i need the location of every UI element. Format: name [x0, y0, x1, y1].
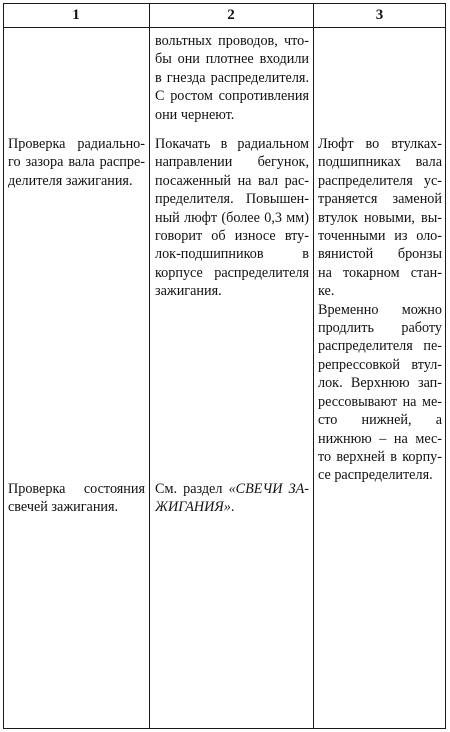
- text-line: рессовывают на ме-: [318, 393, 442, 410]
- text-line: говорит об износе вту-: [155, 228, 309, 245]
- row2-action-cell: [155, 480, 309, 517]
- text-line: го зазора вала распре-: [8, 154, 145, 171]
- text-line: корпусе распределителя: [155, 264, 309, 281]
- text-line: они чернеют.: [155, 106, 235, 123]
- section-reference-cont: ЖИГАНИЯ»: [155, 499, 231, 516]
- text-line: точенными из оло-: [318, 228, 442, 245]
- text-line: вянистой бронзы: [318, 246, 442, 263]
- column-header-1: 1: [72, 7, 80, 23]
- column-divider-1: [149, 3, 150, 729]
- row1-check-cell: [8, 135, 145, 190]
- text-line: лок. Верхнюю зап-: [318, 375, 442, 392]
- text-line: ке.: [318, 283, 335, 300]
- text-line: вольтных проводов, что-: [155, 33, 309, 49]
- text-line: репрессовкой втул-: [318, 356, 442, 373]
- text-line: зажигания.: [155, 283, 222, 300]
- row0-action-cell: [155, 32, 309, 124]
- text-line: делителя зажигания.: [8, 172, 133, 189]
- text-line: Покачать в радиальном: [155, 136, 309, 152]
- text-line: направлении бегунок,: [155, 154, 309, 171]
- text-line: се распределителя.: [318, 467, 433, 484]
- text-line: [155, 480, 309, 498]
- text-line: лок-подшипников в: [155, 246, 309, 263]
- text-line: ный люфт (более 0,3 мм): [155, 209, 309, 226]
- section-reference: «СВЕЧИ ЗА-: [228, 481, 310, 497]
- row1-remedy-cell: [318, 135, 442, 485]
- text-line: распределителя пе-: [318, 338, 442, 355]
- text-line: Проверка радиально-: [8, 136, 145, 152]
- header-divider: [3, 27, 446, 28]
- text-line: Временно можно: [318, 301, 442, 318]
- text-line: посаженный на вал рас-: [155, 172, 309, 189]
- row1-action-cell: [155, 135, 309, 301]
- column-header-2: 2: [227, 7, 235, 23]
- text-line: траняется заменой: [318, 191, 442, 208]
- text-line: то верхней в корпу-: [318, 448, 442, 465]
- text-line: на токарном стан-: [318, 264, 442, 281]
- text-line: пределителя. Повышен-: [155, 191, 309, 208]
- text-line: свечей зажигания.: [8, 499, 119, 516]
- text-line: Проверка состояния: [8, 481, 145, 497]
- text-line: сто нижней, а: [318, 412, 442, 429]
- text-line: Люфт во втулках-: [318, 136, 442, 152]
- text-line: подшипниках вала: [318, 154, 442, 171]
- reference-suffix: .: [230, 499, 235, 516]
- text-line: продлить работу: [318, 320, 442, 337]
- text-line: [155, 498, 309, 516]
- text-line: бы они плотнее входили: [155, 51, 309, 68]
- reference-prefix: См. раздел: [155, 481, 229, 497]
- text-line: в гнезда распределителя.: [155, 69, 309, 86]
- text-line: втулок новыми, вы-: [318, 209, 442, 226]
- row2-check-cell: [8, 480, 145, 517]
- column-header-3: 3: [375, 7, 384, 23]
- text-line: С ростом сопротивления: [155, 88, 309, 105]
- text-line: распределителя ус-: [318, 172, 442, 189]
- text-line: нижнюю – на мес-: [318, 430, 442, 447]
- column-divider-2: [313, 3, 314, 729]
